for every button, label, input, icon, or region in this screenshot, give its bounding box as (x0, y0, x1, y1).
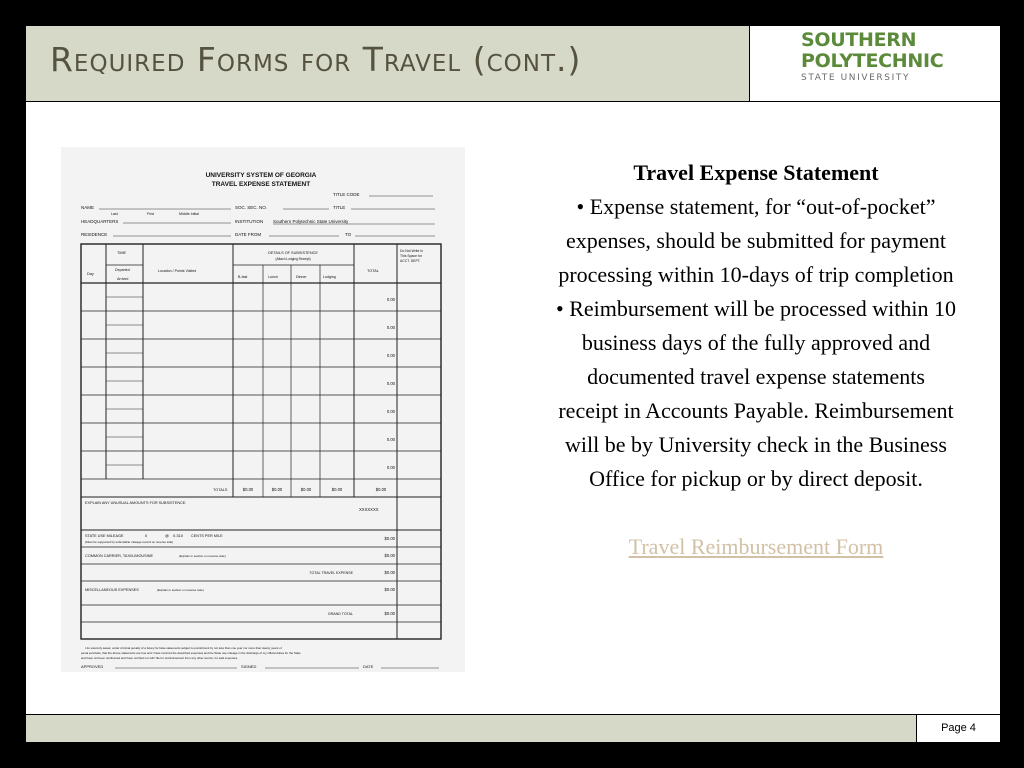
form-misc-amount: $0.00 (384, 587, 395, 592)
form-total-travel-label: TOTAL TRAVEL EXPENSE (309, 571, 353, 575)
logo-line-polytechnic: POLYTECHNIC (801, 50, 944, 72)
form-oath-line: and have not been reimbursed and have not filed nor will I file for reimbursement from any other source, for said expenses. (81, 656, 238, 660)
form-signed-label: SIGNED (241, 664, 257, 669)
form-mileage-label: STATE USE MILEAGE (85, 534, 124, 538)
form-col-time: TIME (117, 251, 127, 255)
form-to-label: TO (345, 232, 352, 237)
form-date-label: DATE (363, 664, 374, 669)
form-row-total: 0.00 (386, 381, 395, 386)
description-column (556, 156, 956, 564)
form-oath-line: I do solemnly swear, under criminal penalty of a felony for false statements subject to punishment by not less than one year nor more than twenty years of (85, 646, 282, 650)
page-number: Page 4 (916, 715, 1000, 742)
form-mileage-at: @ (165, 533, 170, 538)
section-heading: Travel Expense Statement (633, 160, 879, 185)
form-row-total: 0.00 (386, 325, 395, 330)
bullet-reimbursement: • Reimbursement will be processed within 10 business days of the fully approved and documented travel expense statements receipt in Accounts Payable. Reimbursement will be by University check in the Business Office for pickup or by direct deposit. (556, 296, 956, 491)
form-total-total: $0.00 (375, 487, 387, 492)
logo-line-state-university: STATE UNIVERSITY (801, 73, 911, 83)
header (26, 26, 1000, 102)
form-headquarters-label: HEADQUARTERS (81, 219, 119, 224)
form-name-last: Last (111, 212, 118, 216)
form-title-label: TITLE (333, 205, 346, 210)
form-date-from-label: DATE FROM (235, 232, 262, 237)
slide (26, 26, 1000, 742)
form-total-dinner: $0.00 (300, 487, 312, 492)
form-carrier-note: (Explain in section on reverse side) (179, 554, 226, 558)
form-col-dnw-3: ACCT. DEPT. (400, 259, 421, 263)
travel-expense-form-image (61, 147, 465, 672)
form-name-label: NAME (81, 205, 95, 210)
form-residence-label: RESIDENCE (81, 232, 108, 237)
form-col-departed: Departed (115, 268, 130, 272)
form-oath-line: penal servitude, that the above statements are true and I have incurred the described expenses and the State use mileage in the discharge of my official duties for the State (81, 651, 301, 655)
bullet-expense-statement: • Expense statement, for “out-of-pocket” expenses, should be submitted for payment processing within 10-days of trip completion (558, 194, 954, 287)
form-misc-note: (Explain in section on reverse side) (157, 588, 204, 592)
form-title-code-label: TITLE CODE (333, 192, 360, 197)
form-total-bfast: $0.00 (242, 487, 254, 492)
form-approved-label: APPROVED (81, 664, 104, 669)
form-row-total: 0.00 (386, 353, 395, 358)
form-institution-value: Southern Polytechnic State University (273, 219, 349, 224)
form-col-lodging: Lodging (323, 275, 336, 279)
form-col-total: TOTAL (367, 269, 379, 273)
form-col-dnw-1: Do Not Write In (400, 249, 424, 253)
form-total-travel-amount: $0.00 (384, 570, 395, 575)
form-xxx: XXXXXXX (359, 507, 379, 512)
form-row-total: 0.00 (386, 437, 395, 442)
form-soc-label: SOC. SEC. NO. (235, 205, 268, 210)
logo-line-southern: SOUTHERN (801, 29, 917, 51)
form-carrier-amount: $0.00 (384, 553, 395, 558)
form-misc-label: MISCELLANEOUS EXPENSES (85, 588, 139, 592)
form-name-first: First (147, 212, 154, 216)
form-mileage-rate: 0.310 (173, 533, 184, 538)
form-col-details: DETAILS OF SUBSISTENCE (268, 251, 318, 255)
form-row-total: 0.00 (386, 297, 395, 302)
form-institution-label: INSTITUTION (235, 219, 264, 224)
slide-title: Required Forms for Travel (cont.) (50, 40, 582, 79)
form-col-details-sub: (Attach Lodging Receipt) (275, 257, 311, 261)
form-carrier-label: COMMON CARRIER, TAXI/LIMOUSINE (85, 554, 153, 558)
form-mileage-amount: $0.00 (384, 536, 395, 541)
form-mileage-cents: CENTS PER MILE (191, 534, 223, 538)
form-total-lodging: $0.00 (331, 487, 343, 492)
form-col-arrived: Arrived (117, 277, 129, 281)
form-col-day: Day (87, 272, 94, 276)
form-col-bfast: B-fast (238, 275, 248, 279)
form-name-middle: Middle Initial (179, 212, 199, 216)
form-row-total: 0.00 (386, 465, 395, 470)
form-explain-label: EXPLAIN ANY UNUSUAL AMOUNTS FOR SUBSISTENCE. (85, 501, 187, 505)
form-row-total: 0.00 (386, 409, 395, 414)
form-grand-total-amount: $0.00 (384, 611, 395, 616)
form-col-dnw-2: This Space for (400, 254, 422, 258)
logo-box (751, 26, 1000, 101)
form-grand-total-label: GRAND TOTAL (327, 612, 353, 616)
university-logo (801, 29, 944, 83)
form-org: UNIVERSITY SYSTEM OF GEORGIA (205, 172, 317, 179)
form-col-lunch: Lunch (268, 275, 278, 279)
form-col-dinner: Dinner (296, 275, 307, 279)
title-band (26, 26, 750, 101)
form-mileage-note: (Must be supported by submitable mileage record on reverse side) (85, 540, 174, 544)
form-total-lunch: $0.00 (271, 487, 283, 492)
footer-band (26, 714, 1000, 742)
form-totals-label: TOTALS (213, 488, 228, 492)
form-col-location: Location / Points Visited (158, 269, 197, 273)
form-title: TRAVEL EXPENSE STATEMENT (211, 181, 311, 188)
form-mileage-value: 0 (145, 533, 148, 538)
travel-reimbursement-form-link[interactable]: Travel Reimbursement Form (628, 534, 884, 559)
